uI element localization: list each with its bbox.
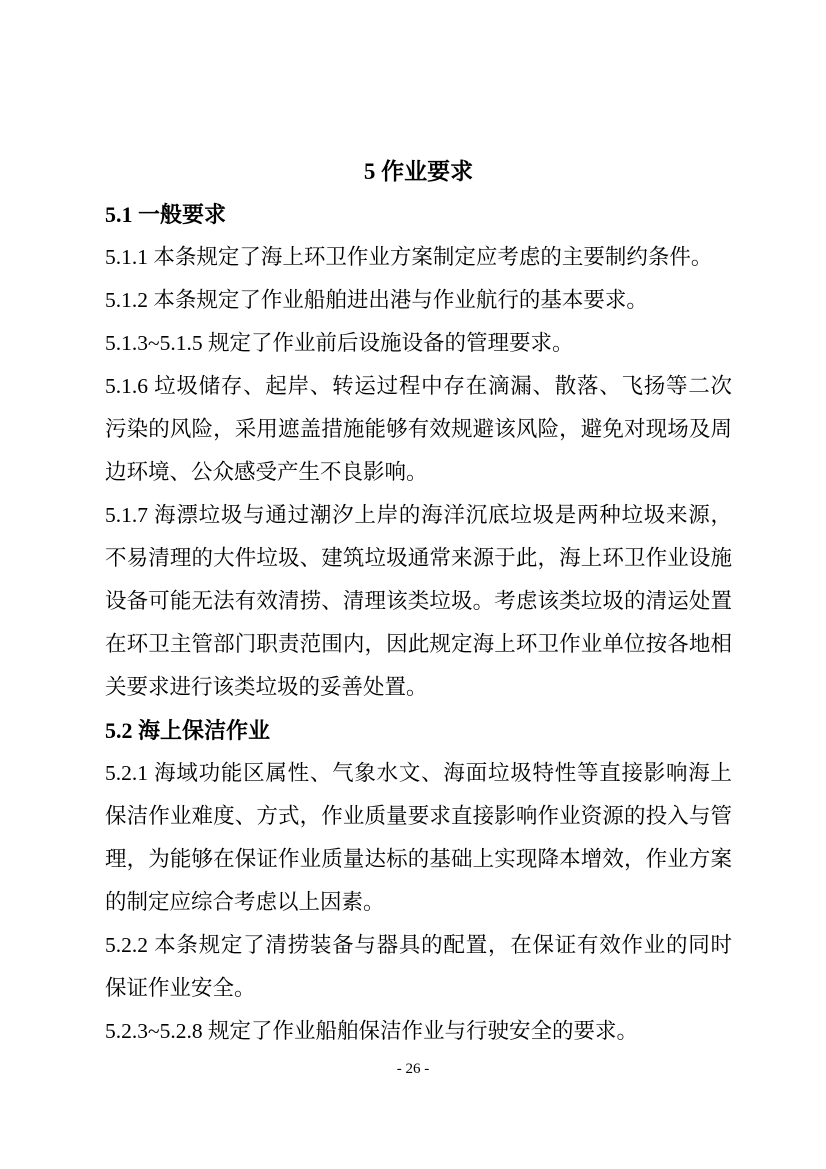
paragraph-5-1-7: 5.1.7 海漂垃圾与通过潮汐上岸的海洋沉底垃圾是两种垃圾来源，不易清理的大件垃圾、建筑垃圾通常来源于此，海上环卫作业设施设备可能无法有效清捞、清理该类垃圾。考虑该类垃圾的清运处置在环卫主管部门职责范围内，因此规定海上环卫作业单位按各地相关要求进行该类垃圾的妥善处置。 bbox=[105, 503, 732, 699]
section-heading-5-1: 5.1 一般要求 bbox=[105, 202, 227, 227]
paragraph-5-2-2: 5.2.2 本条规定了清捞装备与器具的配置，在保证有效作业的同时保证作业安全。 bbox=[105, 933, 732, 1000]
paragraph-5-2-1: 5.2.1 海域功能区属性、气象水文、海面垃圾特性等直接影响海上保洁作业难度、方式，作业质量要求直接影响作业资源的投入与管理，为能够在保证作业质量达标的基础上实现降本增效，作业方案的制定应综合考虑以上因素。 bbox=[105, 761, 732, 914]
chapter-title: 5 作业要求 bbox=[363, 159, 474, 184]
paragraph-5-1-1: 5.1.1 本条规定了海上环卫作业方案制定应考虑的主要制约条件。 bbox=[105, 245, 713, 269]
paragraph-5-1-3-to-5-1-5: 5.1.3~5.1.5 规定了作业前后设施设备的管理要求。 bbox=[105, 331, 574, 355]
section-heading-5-2: 5.2 海上保洁作业 bbox=[105, 718, 271, 743]
page-number: - 26 - bbox=[396, 1061, 430, 1077]
paragraph-5-1-6: 5.1.6 垃圾储存、起岸、转运过程中存在滴漏、散落、飞扬等二次污染的风险，采用遮盖措施能够有效规避该风险，避免对现场及周边环境、公众感受产生不良影响。 bbox=[105, 374, 732, 484]
paragraph-5-1-2: 5.1.2 本条规定了作业船舶进出港与作业航行的基本要求。 bbox=[105, 288, 648, 312]
paragraph-5-2-3-to-5-2-8: 5.2.3~5.2.8 规定了作业船舶保洁作业与行驶安全的要求。 bbox=[105, 1019, 639, 1043]
document-body bbox=[105, 150, 732, 1053]
